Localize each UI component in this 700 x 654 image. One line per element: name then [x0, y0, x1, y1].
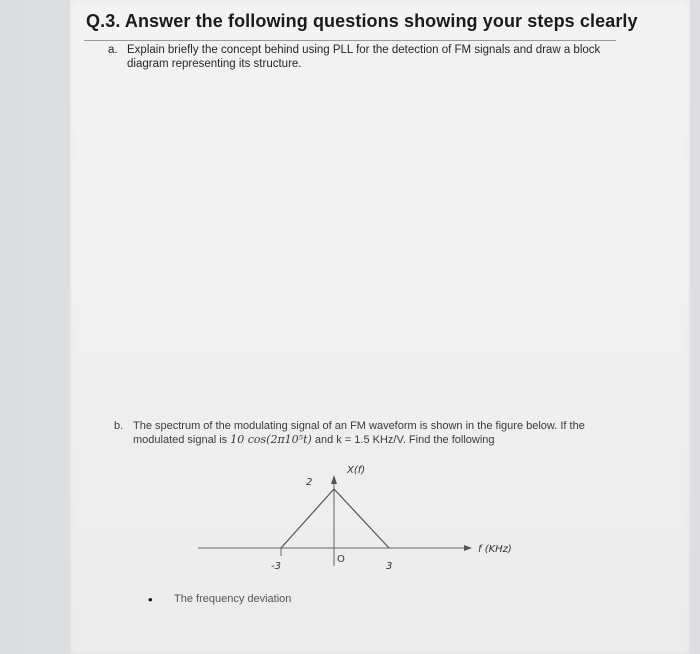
x-axis-label: f (KHz) [478, 544, 512, 555]
question-title: Q.3. Answer the following questions showing your steps clearly [86, 11, 638, 31]
left-tick-label: -3 [271, 561, 281, 572]
part-a-text: Explain briefly the concept behind using PLL for the detection of FM signals and draw a block diagram representing its structure. [127, 44, 601, 70]
bullet-dot-icon: • [148, 592, 153, 607]
x-axis-arrow [464, 545, 472, 551]
spectrum-triangle [281, 489, 389, 548]
part-b-text-2: and k = 1.5 KHz/V. Find the following [314, 434, 495, 446]
origin-label: O [337, 554, 345, 565]
y-axis-label: X(f) [347, 465, 366, 476]
part-b-math: 10 cos(2π10⁵t) [230, 433, 312, 446]
part-b-label: b. [114, 420, 124, 432]
peak-label: 2 [306, 477, 313, 488]
y-axis-arrow [331, 475, 337, 484]
part-a-label: a. [108, 44, 118, 56]
bullet-text: The frequency deviation [174, 593, 292, 605]
part-b-text-1: The spectrum of the modulating signal of an FM waveform is shown in the figure below. If the modulated signal is [133, 420, 585, 446]
right-tick-label: 3 [386, 561, 393, 572]
